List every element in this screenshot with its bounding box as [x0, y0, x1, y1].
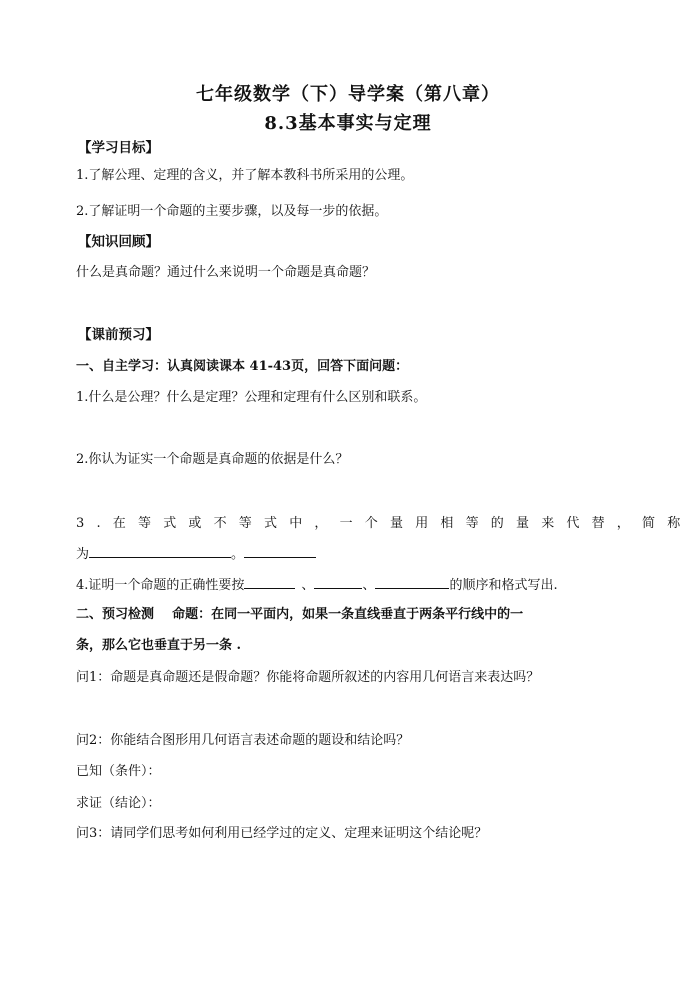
question-4-separator: 、 [301, 578, 315, 593]
objective-item-1: 1.了解公理、定理的含义，并了解本教科书所采用的公理。 [76, 168, 414, 183]
answer-blank[interactable] [375, 575, 449, 589]
objectives-heading: 【学习目标】 [78, 140, 159, 156]
answer-blank[interactable] [244, 544, 316, 558]
question-3-prefix: 为 [76, 547, 90, 562]
question-ask-1: 问1：命题是真命题还是假命题？你能将命题所叙述的内容用几何语言来表达吗？ [76, 670, 540, 685]
preview-question-3-answer-line [76, 543, 316, 562]
question-4-separator: 、 [362, 578, 376, 593]
preview-check-statement: 二、预习检测 命题：在同一平面内，如果一条直线垂直于两条平行线中的一 [76, 607, 524, 622]
question-3-period: 。 [231, 547, 245, 562]
worksheet-title: 七年级数学（下）导学案（第八章） [196, 84, 500, 105]
preview-question-2: 2.你认为证实一个命题是真命题的依据是什么？ [76, 452, 349, 467]
answer-blank[interactable] [314, 575, 362, 589]
review-question: 什么是真命题？通过什么来说明一个命题是真命题？ [76, 265, 376, 280]
question-ask-2: 问2：你能结合图形用几何语言表述命题的题设和结论吗？ [76, 733, 410, 748]
prove-conclusion-label: 求证（结论）： [76, 796, 161, 811]
question-4-prefix: 4.证明一个命题的正确性要按 [76, 578, 245, 593]
preview-question-3: 3.在等式或不等式中，一个量用相等的量来代替，简称 [76, 516, 693, 531]
question-ask-3: 问3：请同学们思考如何利用已经学过的定义、定理来证明这个结论呢？ [76, 826, 488, 841]
self-study-instruction: 一、自主学习：认真阅读课本 41-43页，回答下面问题： [76, 359, 409, 374]
objective-item-2: 2.了解证明一个命题的主要步骤，以及每一步的依据。 [76, 204, 388, 219]
answer-blank[interactable] [244, 575, 295, 589]
review-heading: 【知识回顾】 [78, 234, 159, 250]
lesson-title: 8.3基本事实与定理 [264, 113, 432, 134]
known-condition-label: 已知（条件）： [76, 764, 161, 779]
answer-blank[interactable] [89, 544, 231, 558]
preview-question-4 [76, 574, 558, 593]
preview-heading: 【课前预习】 [78, 327, 159, 343]
preview-question-1: 1.什么是公理？什么是定理？公理和定理有什么区别和联系。 [76, 390, 427, 405]
question-4-suffix: 的顺序和格式写出. [449, 578, 558, 593]
preview-check-statement-continued: 条，那么它也垂直于另一条 . [76, 638, 242, 653]
